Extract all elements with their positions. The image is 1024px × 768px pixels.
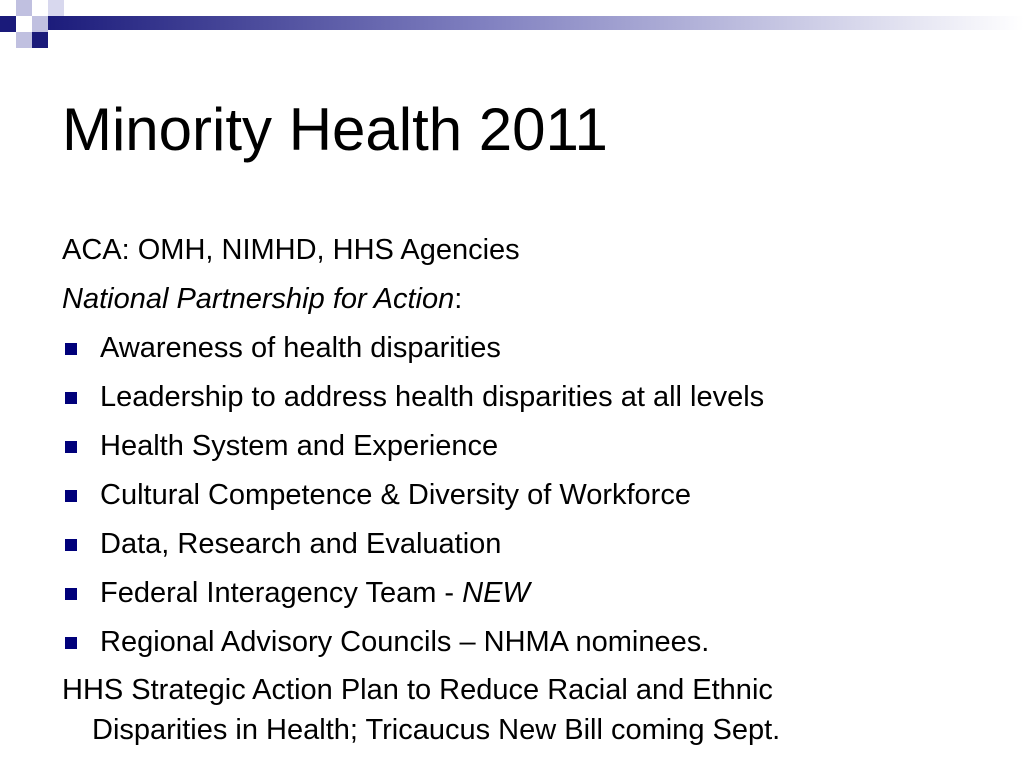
- square-bullet-icon: [65, 588, 77, 600]
- closing-line-2: Disparities in Health; Tricaucus New Bill coming Sept.: [92, 714, 781, 746]
- bullet-item: [62, 520, 962, 569]
- bullet-text: Data, Research and Evaluation: [100, 528, 502, 560]
- bullet-item: [62, 422, 962, 471]
- bullet-item: [62, 471, 962, 520]
- bullet-item: [62, 324, 962, 373]
- slide-body: [62, 226, 962, 750]
- bullet-text: Federal Interagency Team -: [100, 577, 463, 609]
- header-decoration: [0, 0, 1024, 48]
- bullet-text: Regional Advisory Councils – NHMA nominees.: [100, 626, 710, 658]
- header-square-1: [0, 0, 16, 16]
- header-square-4: [16, 16, 32, 32]
- header-square-3: [0, 16, 16, 32]
- partnership-line: [62, 275, 962, 324]
- square-bullet-icon: [65, 343, 77, 355]
- square-bullet-icon: [65, 441, 77, 453]
- bullet-text: Cultural Competence & Diversity of Workforce: [100, 479, 691, 511]
- bullet-text: Awareness of health disparities: [100, 332, 501, 364]
- header-gradient-graphic: [0, 0, 1024, 48]
- header-square-8: [48, 0, 64, 16]
- new-emphasis: NEW: [462, 577, 530, 609]
- bullet-item: [62, 373, 962, 422]
- bullet-item: [62, 618, 962, 667]
- closing-paragraph: [62, 670, 962, 750]
- square-bullet-icon: [65, 392, 77, 404]
- aca-line: ACA: OMH, NIMHD, HHS Agencies: [62, 234, 520, 266]
- closing-line-1: HHS Strategic Action Plan to Reduce Racial and Ethnic: [62, 674, 773, 706]
- square-bullet-icon: [65, 490, 77, 502]
- bullet-text: Health System and Experience: [100, 430, 499, 462]
- square-bullet-icon: [65, 637, 77, 649]
- bullet-item: [62, 569, 962, 618]
- header-square-5: [32, 16, 48, 32]
- bullet-list: [62, 324, 962, 667]
- partnership-title: National Partnership for Action: [62, 283, 455, 315]
- slide-title: Minority Health 2011: [62, 96, 608, 163]
- square-bullet-icon: [65, 539, 77, 551]
- header-gradient-band: [40, 16, 1024, 30]
- header-square-7: [32, 32, 48, 48]
- header-square-6: [16, 32, 32, 48]
- header-square-2: [16, 0, 32, 16]
- partnership-colon: :: [454, 283, 463, 315]
- bullet-text: Leadership to address health disparities at all levels: [100, 381, 765, 413]
